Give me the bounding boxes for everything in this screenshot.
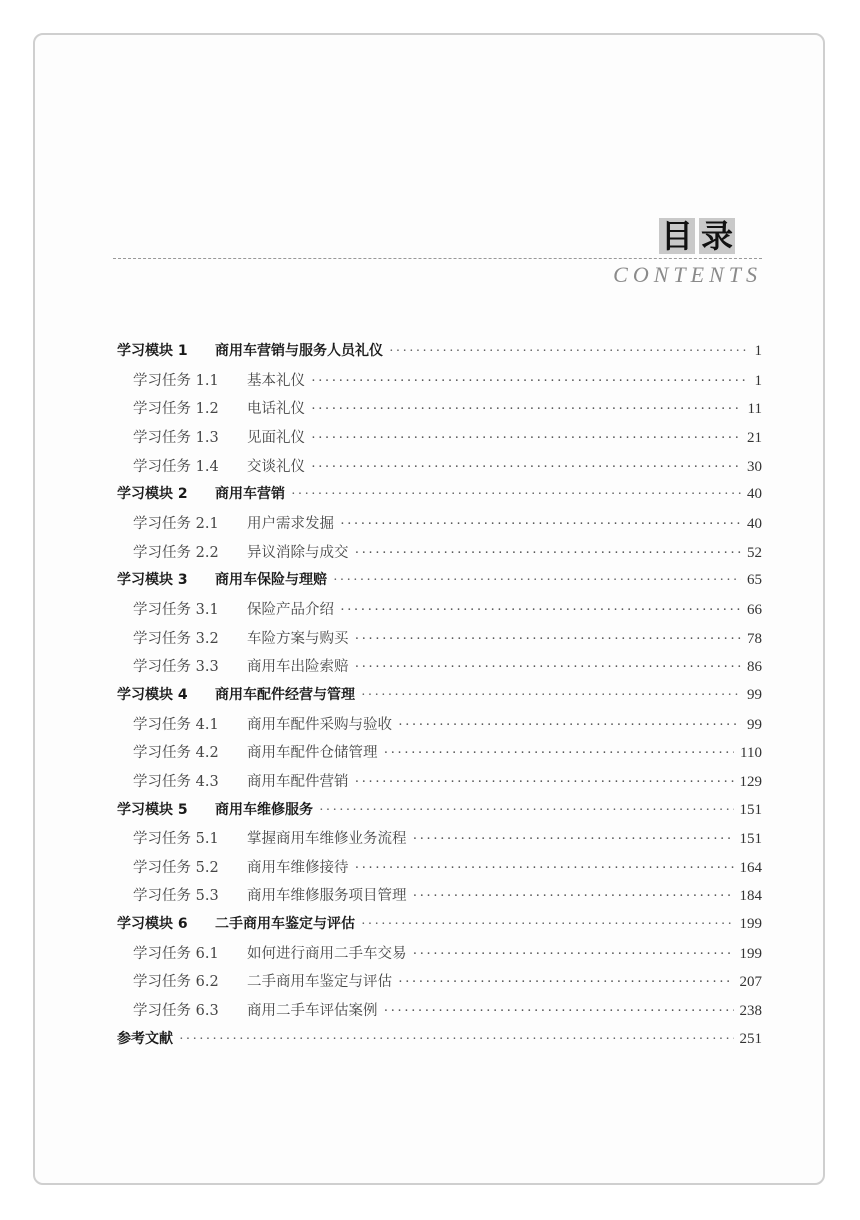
entry-label: 学习任务 6.1 <box>133 945 219 962</box>
dot-leader <box>355 631 742 648</box>
dot-leader <box>179 1032 734 1048</box>
page-number: 199 <box>739 945 762 962</box>
toc-entry-task[interactable] <box>117 999 762 1028</box>
entry-title: 电话礼仪 <box>247 401 305 418</box>
dot-leader <box>384 1003 734 1020</box>
dot-leader <box>389 344 749 360</box>
entry-label: 学习任务 5.2 <box>133 859 219 876</box>
page-number: 66 <box>747 601 762 618</box>
dot-leader <box>355 860 734 877</box>
entry-label: 学习任务 4.1 <box>133 716 219 733</box>
entry-label: 学习任务 1.2 <box>133 401 219 418</box>
entry-label: 学习任务 6.2 <box>133 974 219 991</box>
page-number: 99 <box>747 686 762 703</box>
entry-title: 如何进行商用二手车交易 <box>247 945 407 962</box>
toc-entry-task[interactable] <box>117 426 762 455</box>
toc-entry-module[interactable] <box>117 799 762 828</box>
toc-entry-task[interactable] <box>117 970 762 999</box>
toc-entry-task[interactable] <box>117 856 762 885</box>
entry-title: 车险方案与购买 <box>247 630 349 647</box>
entry-label: 学习任务 5.3 <box>133 888 219 905</box>
entry-title: 异议消除与成交 <box>247 544 349 561</box>
entry-title: 商用车维修接待 <box>247 859 349 876</box>
toc-entry-task[interactable] <box>117 884 762 913</box>
entry-label: 学习模块 4 <box>117 686 188 703</box>
table-of-contents <box>117 340 762 1056</box>
toc-entry-task[interactable] <box>117 942 762 971</box>
page-number: 164 <box>739 859 762 876</box>
dot-leader <box>319 803 734 819</box>
toc-entry-task[interactable] <box>117 655 762 684</box>
dot-leader <box>311 373 749 390</box>
entry-title: 商用车配件采购与验收 <box>247 716 392 733</box>
page-number: 11 <box>747 401 762 418</box>
page-number: 52 <box>747 544 762 561</box>
entry-label: 学习任务 3.2 <box>133 630 219 647</box>
dot-leader <box>340 516 741 533</box>
toc-entry-task[interactable] <box>117 598 762 627</box>
entry-title: 商用车配件营销 <box>247 773 349 790</box>
entry-label: 学习任务 2.2 <box>133 544 219 561</box>
dot-leader <box>361 917 734 933</box>
title-char: 录 <box>700 217 733 255</box>
dot-leader <box>291 487 741 503</box>
dot-leader <box>398 717 741 734</box>
entry-label: 学习任务 1.4 <box>133 458 219 475</box>
dot-leader <box>311 401 742 418</box>
page-number: 30 <box>747 458 762 475</box>
entry-label: 参考文献 <box>117 1030 173 1047</box>
entry-title: 二手商用车鉴定与评估 <box>247 974 392 991</box>
toc-entry-module[interactable] <box>117 483 762 512</box>
entry-title: 商用车营销 <box>215 486 285 503</box>
page-number: 110 <box>740 745 762 762</box>
toc-entry-module[interactable] <box>117 684 762 713</box>
entry-title: 商用二手车评估案例 <box>247 1003 378 1020</box>
entry-title: 基本礼仪 <box>247 372 305 389</box>
entry-title: 商用车维修服务 <box>215 801 313 818</box>
page-number: 199 <box>739 916 762 933</box>
entry-title: 交谈礼仪 <box>247 458 305 475</box>
toc-entry-task[interactable] <box>117 713 762 742</box>
toc-entry-task[interactable] <box>117 397 762 426</box>
entry-label: 学习任务 1.1 <box>133 372 219 389</box>
page-number: 151 <box>739 831 762 848</box>
toc-entry-task[interactable] <box>117 512 762 541</box>
dot-leader <box>398 974 734 991</box>
toc-entry-plain[interactable] <box>117 1028 762 1057</box>
dot-leader <box>361 688 741 704</box>
page-number: 78 <box>747 630 762 647</box>
page-number: 40 <box>747 486 762 503</box>
entry-label: 学习模块 3 <box>117 572 188 589</box>
dot-leader <box>413 888 734 905</box>
page-number: 251 <box>739 1030 762 1047</box>
page-number: 207 <box>739 974 762 991</box>
entry-label: 学习模块 5 <box>117 801 188 818</box>
dot-leader <box>333 573 741 589</box>
entry-title: 商用车配件仓储管理 <box>247 745 378 762</box>
entry-label: 学习模块 2 <box>117 486 188 503</box>
entry-label: 学习任务 4.2 <box>133 745 219 762</box>
dot-leader <box>384 745 735 762</box>
toc-entry-task[interactable] <box>117 627 762 656</box>
entry-label: 学习任务 2.1 <box>133 515 219 532</box>
entry-title: 商用车配件经营与管理 <box>215 686 355 703</box>
page-number: 40 <box>747 515 762 532</box>
entry-label: 学习任务 5.1 <box>133 831 219 848</box>
dot-leader <box>311 459 741 476</box>
page-number: 238 <box>739 1003 762 1020</box>
page-number: 65 <box>747 572 762 589</box>
page-number: 99 <box>747 716 762 733</box>
entry-label: 学习模块 1 <box>117 343 188 359</box>
page-number: 151 <box>739 801 762 818</box>
entry-label: 学习模块 6 <box>117 916 188 933</box>
dot-leader <box>355 774 734 791</box>
page-title <box>659 218 735 254</box>
entry-title: 二手商用车鉴定与评估 <box>215 916 355 933</box>
divider <box>113 258 762 259</box>
entry-label: 学习任务 1.3 <box>133 429 219 446</box>
dot-leader <box>311 430 741 447</box>
entry-label: 学习任务 3.3 <box>133 659 219 676</box>
page-number: 86 <box>747 659 762 676</box>
entry-title: 商用车营销与服务人员礼仪 <box>215 343 383 359</box>
entry-label: 学习任务 6.3 <box>133 1003 219 1020</box>
toc-entry-task[interactable] <box>117 770 762 799</box>
entry-title: 保险产品介绍 <box>247 601 334 618</box>
page-number: 184 <box>739 888 762 905</box>
title-char: 目 <box>660 217 693 255</box>
entry-title: 用户需求发掘 <box>247 515 334 532</box>
entry-label: 学习任务 3.1 <box>133 601 219 618</box>
page-number: 1 <box>754 372 762 389</box>
dot-leader <box>413 831 734 848</box>
entry-title: 掌握商用车维修业务流程 <box>247 831 407 848</box>
toc-entry-task[interactable] <box>117 369 762 398</box>
toc-entry-task[interactable] <box>117 741 762 770</box>
dot-leader <box>340 602 741 619</box>
toc-entry-module[interactable] <box>117 913 762 942</box>
page-number: 1 <box>754 343 762 359</box>
contents-subtitle: CONTENTS <box>613 262 762 287</box>
dot-leader <box>355 545 742 562</box>
entry-title: 商用车出险索赔 <box>247 659 349 676</box>
entry-label: 学习任务 4.3 <box>133 773 219 790</box>
toc-entry-module[interactable] <box>117 569 762 598</box>
toc-entry-task[interactable] <box>117 455 762 484</box>
entry-title: 见面礼仪 <box>247 429 305 446</box>
entry-title: 商用车维修服务项目管理 <box>247 888 407 905</box>
dot-leader <box>413 946 734 963</box>
toc-entry-module[interactable] <box>117 340 762 369</box>
entry-title: 商用车保险与理赔 <box>215 572 327 589</box>
dot-leader <box>355 659 742 676</box>
page-number: 129 <box>739 773 762 790</box>
page-number: 21 <box>747 429 762 446</box>
toc-entry-task[interactable] <box>117 541 762 570</box>
toc-entry-task[interactable] <box>117 827 762 856</box>
